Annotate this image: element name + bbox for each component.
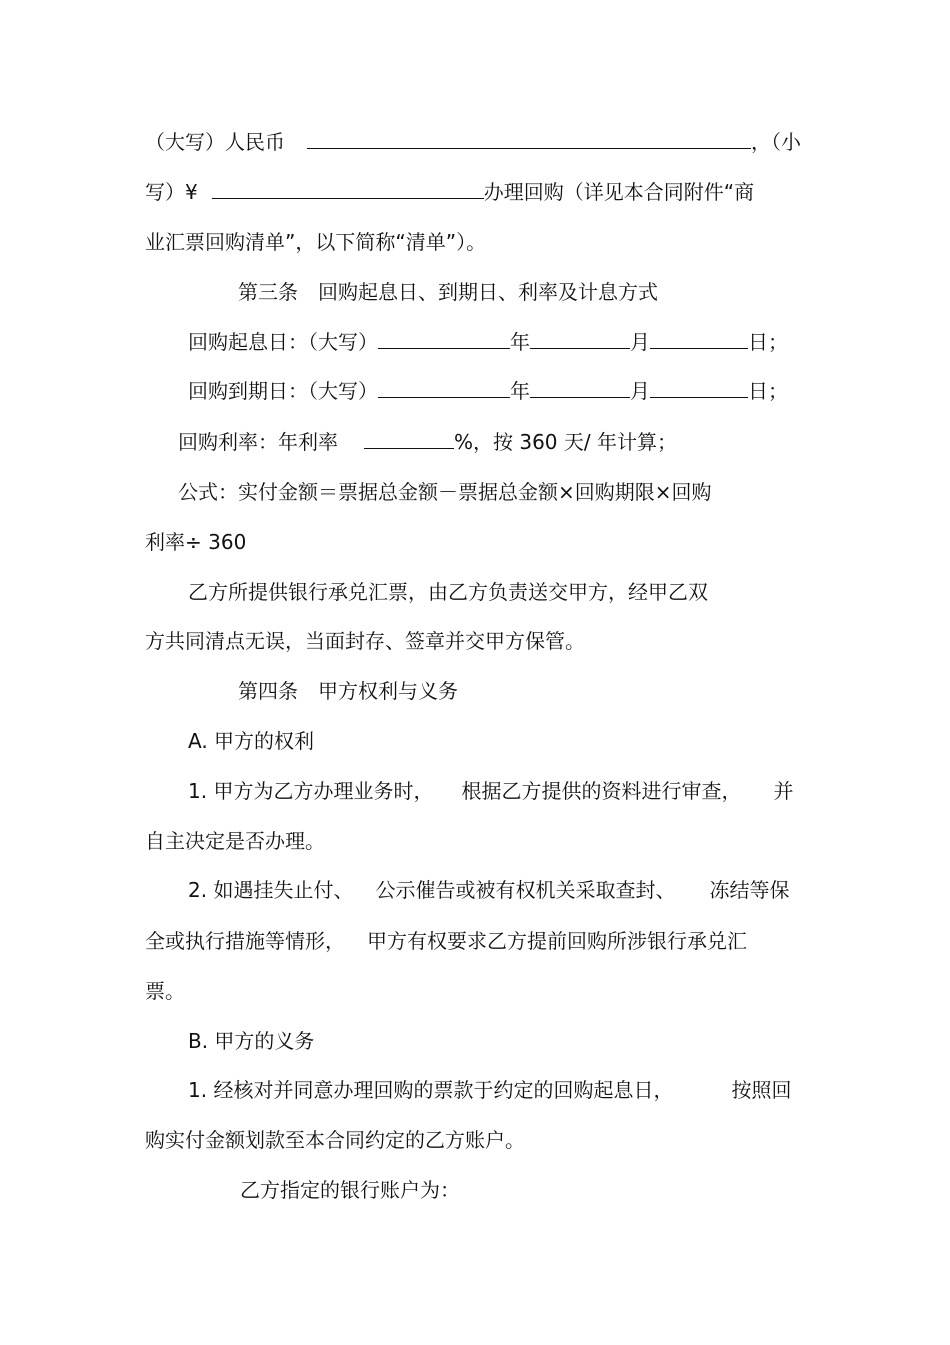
maturity-date-line xyxy=(188,377,788,405)
b1-line-2: 购实付金额划款至本合同约定的乙方账户。 xyxy=(145,1128,525,1152)
maturity-month-blank[interactable] xyxy=(530,377,630,398)
article3-heading-text: 回购起息日、到期日、利率及计息方式 xyxy=(318,280,658,304)
custody-line-1: 乙方所提供银行承兑汇票，由乙方负责送交甲方，经甲乙双 xyxy=(188,580,708,604)
a2-line2-part2: 甲方有权要求乙方提前回购所涉银行承兑汇 xyxy=(367,929,747,953)
a2-line-3: 票。 xyxy=(145,979,185,1003)
rate-blank[interactable] xyxy=(364,428,454,449)
article3-heading xyxy=(238,278,658,306)
maturity-year-blank[interactable] xyxy=(378,377,510,398)
article4-title: 第四条 xyxy=(238,679,298,703)
maturity-month-unit: 月 xyxy=(630,379,650,403)
section-a-heading: A. 甲方的权利 xyxy=(188,729,315,753)
amount-line-1 xyxy=(145,128,801,156)
amount-line-2 xyxy=(145,178,754,206)
start-day-blank[interactable] xyxy=(650,328,748,349)
a2-part2: 公示催告或被有权机关采取查封、 xyxy=(375,878,676,902)
a1-line-1 xyxy=(188,777,793,805)
amount-small-blank[interactable] xyxy=(212,178,484,199)
start-year-blank[interactable] xyxy=(378,328,510,349)
maturity-day-blank[interactable] xyxy=(650,377,748,398)
article4-heading-text: 甲方权利与义务 xyxy=(318,679,458,703)
account-label: 乙方指定的银行账户为： xyxy=(240,1178,460,1202)
a1-line-2: 自主决定是否办理。 xyxy=(145,829,325,853)
maturity-year-unit: 年 xyxy=(510,379,530,403)
start-month-unit: 月 xyxy=(630,330,650,354)
a1-part2: 根据乙方提供的资料进行审查， xyxy=(461,779,742,803)
formula-line-2: 利率÷ 360 xyxy=(145,530,247,554)
amount-line2-suffix: 办理回购（详见本合同附件“商 xyxy=(483,180,755,204)
start-day-unit: 日； xyxy=(748,330,788,354)
amount-capital-blank[interactable] xyxy=(307,128,751,149)
a2-part3: 冻结等保 xyxy=(709,878,790,902)
a1-part1: 1. 甲方为乙方办理业务时， xyxy=(188,779,434,803)
start-year-unit: 年 xyxy=(510,330,530,354)
amount-line-3: 业汇票回购清单”，以下简称“清单”）。 xyxy=(145,230,487,254)
article4-heading xyxy=(238,677,458,705)
b1-line-1 xyxy=(188,1076,791,1104)
start-date-label: 回购起息日：（大写） xyxy=(188,330,378,354)
formula-line-1: 公式：实付金额＝票据总金额－票据总金额×回购期限×回购 xyxy=(178,480,712,504)
amount-line1-suffix: ，（小 xyxy=(751,130,801,154)
a1-part3: 并 xyxy=(773,779,794,803)
rate-suffix: %，按 360 天/ 年计算； xyxy=(454,430,677,454)
amount-capital-label: （大写）人民币 xyxy=(145,130,285,154)
amount-small-label: 写）¥ xyxy=(145,180,198,204)
a2-part1: 2. 如遇挂失止付、 xyxy=(188,878,354,902)
maturity-day-unit: 日； xyxy=(748,379,788,403)
start-month-blank[interactable] xyxy=(530,328,630,349)
custody-line-2: 方共同清点无误，当面封存、签章并交甲方保管。 xyxy=(145,629,585,653)
rate-label: 回购利率：年利率 xyxy=(178,430,338,454)
start-date-line xyxy=(188,328,788,356)
b1-part2: 按照回 xyxy=(731,1078,792,1102)
b1-part1: 1. 经核对并同意办理回购的票款于约定的回购起息日， xyxy=(188,1078,674,1102)
section-b-heading: B. 甲方的义务 xyxy=(188,1029,315,1053)
a2-line-1 xyxy=(188,876,789,904)
article3-title: 第三条 xyxy=(238,280,298,304)
rate-line xyxy=(178,428,677,456)
a2-line-2 xyxy=(145,927,747,955)
a2-line2-part1: 全或执行措施等情形， xyxy=(145,929,345,953)
maturity-date-label: 回购到期日：（大写） xyxy=(188,379,378,403)
